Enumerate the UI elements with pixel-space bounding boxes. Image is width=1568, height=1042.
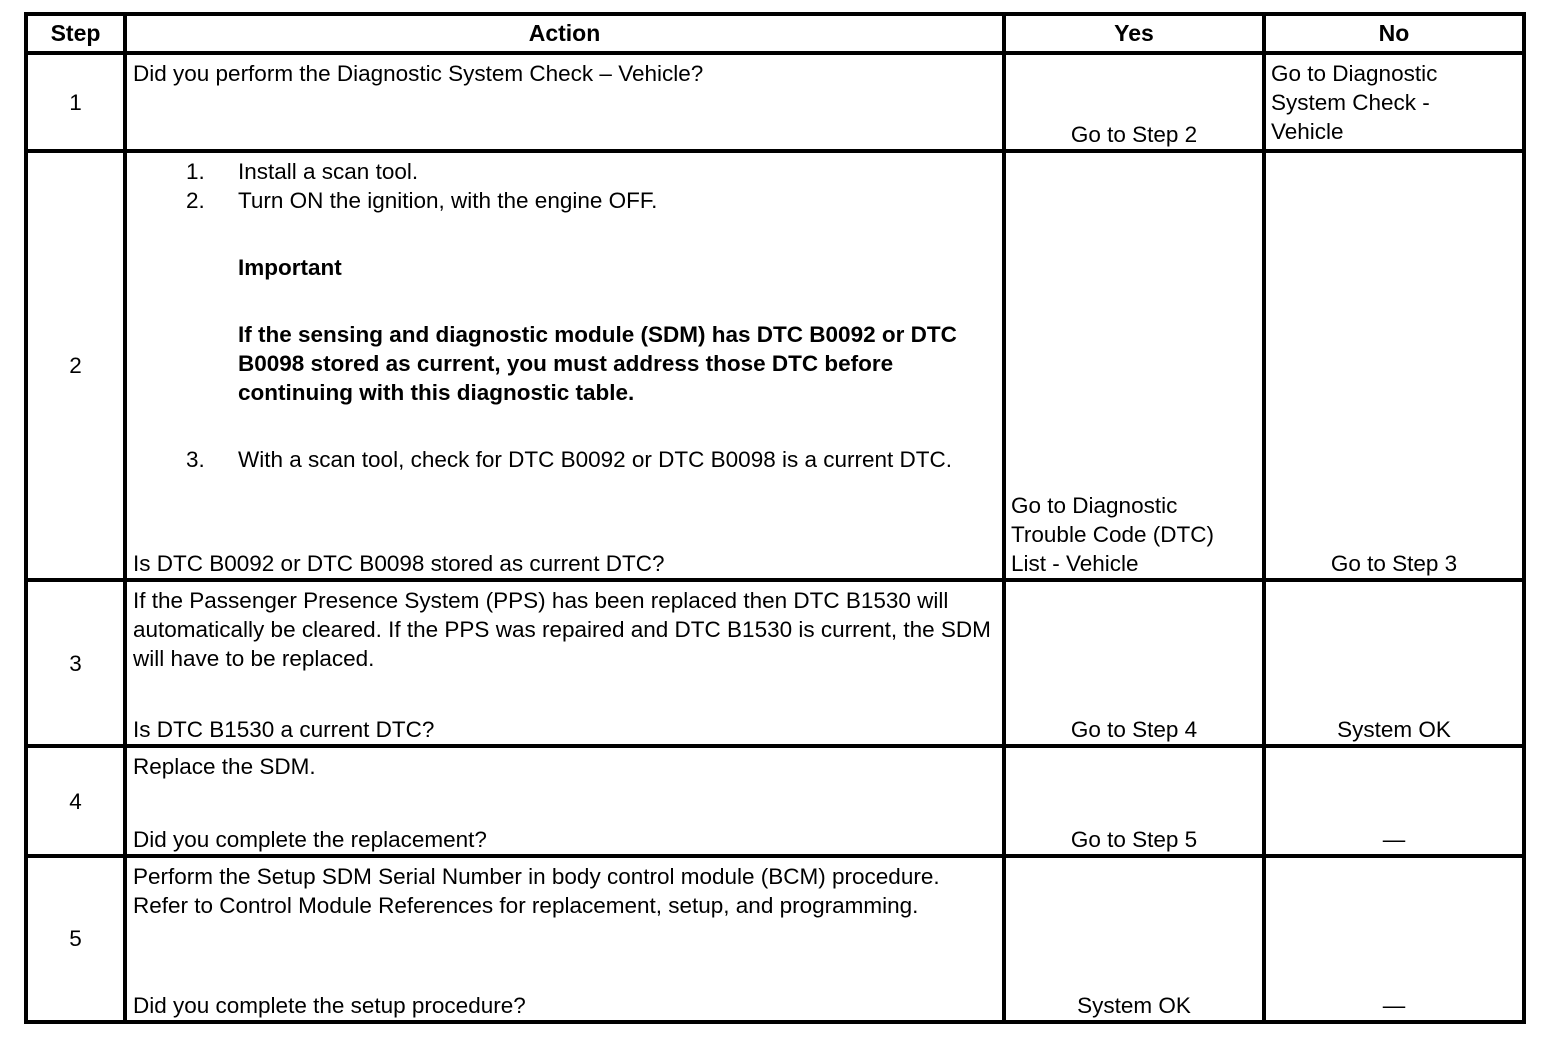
question-text: Did you complete the setup procedure?: [133, 993, 526, 1018]
list-item-number: 2.: [186, 188, 205, 214]
header-step: Step: [26, 14, 125, 53]
action-text: Replace the SDM.: [133, 754, 316, 780]
yes-cell: [1004, 151, 1264, 580]
table-row: [26, 746, 1524, 855]
no-result: Go to Step 3: [1330, 551, 1458, 577]
yes-result: Go to Step 2: [1070, 122, 1198, 148]
no-cell: [1264, 746, 1524, 855]
action-cell: [125, 746, 1004, 855]
yes-result-line: Go to Diagnostic: [1011, 493, 1178, 519]
no-result-line: Vehicle: [1271, 119, 1344, 145]
no-cell: [1264, 53, 1524, 151]
no-cell: [1264, 151, 1524, 580]
important-label: Important: [238, 255, 342, 281]
yes-result-line: List - Vehicle: [1011, 551, 1139, 577]
table-row: [26, 580, 1524, 746]
header-action: Action: [125, 14, 1004, 53]
header-row: [26, 14, 1524, 53]
list-item-text: With a scan tool, check for DTC B0092 or DTC B0098 is a current DTC.: [238, 447, 953, 473]
action-text: Did you perform the Diagnostic System Check – Vehicle?: [133, 61, 704, 87]
header-yes: Yes: [1004, 14, 1264, 53]
step-number: 1: [26, 53, 125, 151]
list-item-number: 1.: [186, 159, 205, 185]
list-item-text: Turn ON the ignition, with the engine OFF.: [238, 188, 658, 214]
yes-result-line: Trouble Code (DTC): [1011, 522, 1214, 548]
table-row: [26, 53, 1524, 151]
yes-cell: [1004, 746, 1264, 855]
yes-result: [1011, 491, 1258, 578]
yes-cell: [1004, 856, 1264, 1022]
action-cell: [125, 53, 1004, 151]
step-number: 3: [26, 580, 125, 746]
no-result: —: [1382, 993, 1406, 1018]
list-item: [133, 157, 996, 186]
action-text: Perform the Setup SDM Serial Number in body control module (BCM) procedure. Refer to Control Module References for replacement, setup, and programming.: [133, 863, 940, 918]
list-item: [133, 186, 996, 215]
list-item: [133, 445, 996, 474]
step-number: 5: [26, 856, 125, 1022]
question-text: Did you complete the replacement?: [133, 826, 487, 852]
list-item-number: 3.: [186, 447, 205, 473]
action-cell: [125, 856, 1004, 1022]
no-result-line: System Check -: [1271, 90, 1430, 116]
action-cell: [125, 151, 1004, 580]
no-cell: [1264, 580, 1524, 746]
action-text: If the Passenger Presence System (PPS) has been replaced then DTC B1530 will automatically be cleared. If the PPS was repaired and DTC B1530 is current, the SDM will have to be replaced.: [133, 588, 991, 672]
header-no: No: [1264, 14, 1524, 53]
step-number: 2: [26, 151, 125, 580]
no-result: [1271, 59, 1518, 146]
yes-cell: [1004, 53, 1264, 151]
no-result: —: [1382, 826, 1406, 852]
table-row: [26, 856, 1524, 1022]
yes-result: System OK: [1077, 993, 1191, 1018]
list-item-text: Install a scan tool.: [238, 159, 419, 185]
step-number: 4: [26, 746, 125, 855]
no-result-line: Go to Diagnostic: [1271, 61, 1438, 87]
yes-cell: [1004, 580, 1264, 746]
important-note: If the sensing and diagnostic module (SDM) has DTC B0092 or DTC B0098 stored as current, you must address those DTC before continuing with this diagnostic table.: [238, 322, 957, 406]
question-text: Is DTC B0092 or DTC B0098 stored as current DTC?: [133, 551, 665, 577]
yes-result: Go to Step 4: [1070, 717, 1198, 743]
diagnostic-table: [24, 12, 1526, 1024]
no-result: System OK: [1337, 717, 1451, 743]
action-cell: [125, 580, 1004, 746]
table-row: [26, 151, 1524, 580]
question-text: Is DTC B1530 a current DTC?: [133, 717, 435, 743]
yes-result: Go to Step 5: [1070, 826, 1198, 852]
no-cell: [1264, 856, 1524, 1022]
